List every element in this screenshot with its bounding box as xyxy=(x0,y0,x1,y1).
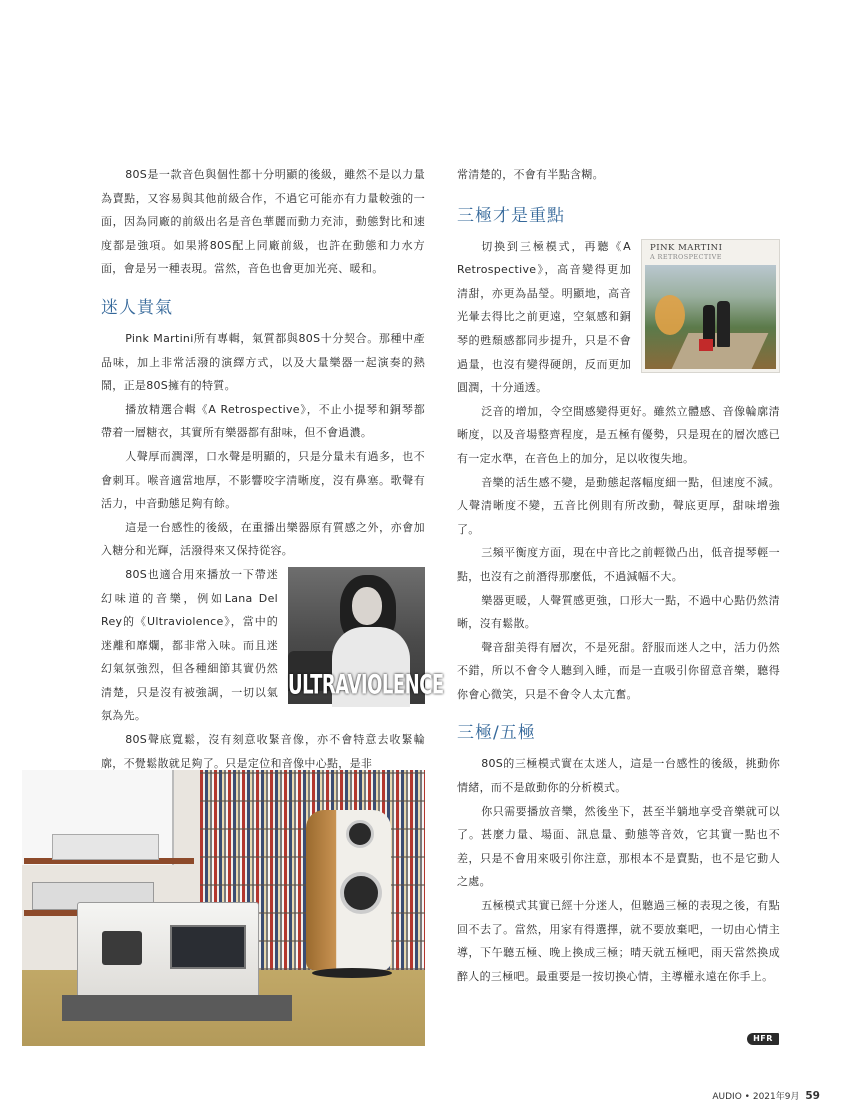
left-column xyxy=(101,163,444,775)
body-paragraph: 80S聲底寬鬆，沒有刻意收緊音像，亦不會特意去收緊輪廓，不覺鬆散就足夠了。只是定位和音像中心點，是非 xyxy=(101,733,425,770)
issue-date: 2021年9月 xyxy=(752,1092,800,1102)
page-number: 59 xyxy=(805,1090,820,1102)
body-paragraph: 聲音甜美得有層次，不是死甜。舒服而迷人之中，活力仍然不錯，所以不會令人聽到入睡，而是一直吸引你留意音樂，聽得你會心微笑，只是不會令人太亢奮。 xyxy=(457,640,780,701)
listening-room-photo xyxy=(22,770,425,1046)
body-paragraph: 樂器更暖，人聲質感更強，口形大一點，不過中心點仍然清晰，沒有鬆散。 xyxy=(457,593,780,631)
body-paragraph: 人聲厚而潤澤，口水聲是明顯的，只是分量未有過多，也不會刺耳。喉音適當地厚，不影響咬字清晰度，沒有鼻塞。歌聲有活力，中音動態足夠有餘。 xyxy=(101,449,425,511)
body-paragraph: 80S是一款音色與個性都十分明顯的後級，雖然不是以力量為賣點，又容易與其他前級合作，不過它可能亦有力量較強的一面，因為同廠的前級出名是音色華麗而動力充沛，動態對比和速度都是強項。如果將80S配上同廠前級，也許在動態和力水方面，會是另一種表現。當然，音色也會更加光亮、暖和。 xyxy=(101,168,425,276)
ultraviolence-album-cover xyxy=(288,567,444,704)
body-paragraph: 播放精選合輯《A Retrospective》，不止小提琴和銅琴都帶着一層糖衣，其實所有樂器都有甜味，但不會過濃。 xyxy=(101,402,425,440)
right-column xyxy=(457,163,780,988)
body-paragraph: 音樂的活生感不變，是動態起落幅度細一點，但速度不減。人聲清晰度不變，五音比例則有所改動，聲底更厚，甜味增強了。 xyxy=(457,475,780,536)
body-paragraph: 常清楚的，不會有半點含糊。 xyxy=(457,168,604,181)
section-heading-triode: 三極才是重點 xyxy=(457,205,565,226)
loudspeaker xyxy=(306,810,391,970)
body-paragraph: 三頻平衡度方面，現在中音比之前輕微凸出，低音提琴輕一點，也沒有之前潛得那麼低，不過減幅不大。 xyxy=(457,546,780,583)
page-footer xyxy=(712,1089,820,1102)
body-paragraph: 80S也適合用來播放一下帶迷幻味道的音樂，例如Lana Del Rey的《Ultraviolence》，當中的迷離和靡爛，都非常入味。而且迷幻氣氛強烈，但各種細節其實仍然清楚，只是沒有被強調，一切以氣氛為先。 xyxy=(101,567,278,723)
body-paragraph: 五極模式其實已經十分迷人，但聽過三極的表現之後，有點回不去了。當然，用家有得選擇，就不要放棄吧，一切由心情主導，下午聽五極、晚上換成三極；晴天就五極吧，雨天當然換成醉人的三極吧。最重要是一按切換心情，主導權永遠在你手上。 xyxy=(457,899,780,983)
album-cover-title: ULTRAVIOLENCE xyxy=(288,669,444,702)
section-heading-charm: 迷人貴氣 xyxy=(101,297,173,318)
section-heading-triode-pentode: 三極/五極 xyxy=(457,723,536,744)
equipment-unit xyxy=(52,834,159,860)
footer-bullet: • xyxy=(744,1092,750,1102)
body-paragraph: 切換到三極模式，再聽《A Retrospective》，高音變得更加清甜，亦更為晶瑩。明顯地，高音光暈去得比之前更遠，空氣感和銅琴的甦頹感都同步提升，只是不會過量，也沒有變得硬朗，反而更加圓潤，十分通透。 xyxy=(457,239,631,395)
album-cover-album: A RETROSPECTIVE xyxy=(650,252,722,261)
body-paragraph: 80S的三極模式實在太迷人，這是一台感性的後級，挑動你情緒，而不是啟動你的分析模式。 xyxy=(457,757,780,795)
body-paragraph: 泛音的增加，令空間感變得更好。雖然立體感、音像輪廓清晰度，以及音場整齊程度，是五極有優勢，只是現在的層次感已有一定水準，在音色上的加分，足以收復失地。 xyxy=(457,404,780,465)
pink-martini-album-cover xyxy=(641,239,780,373)
hfr-badge: HFR xyxy=(747,1033,779,1045)
body-paragraph: 你只需要播放音樂，然後坐下，甚至半躺地享受音樂就可以了。甚麼力量、場面、訊息量、動態等音效，它其實一點也不差，只是不會用來吸引你注意，那根本不是賣點，也不是它動人之處。 xyxy=(457,804,780,889)
body-paragraph: 這是一台感性的後級，在重播出樂器原有質感之外，亦會加入糖分和光輝，活潑得來又保持從容。 xyxy=(101,520,425,558)
magazine-name: AUDIO xyxy=(712,1092,742,1102)
face-shape xyxy=(352,587,382,625)
power-amplifier xyxy=(77,902,259,999)
album-cover-band: PINK MARTINI xyxy=(650,242,723,253)
park-scene xyxy=(645,265,776,369)
body-paragraph: Pink Martini所有專輯，氣質都與80S十分契合。那種中產品味，加上非常活潑的演繹方式，以及大量樂器一起演奏的熱鬧，正是80S擁有的特質。 xyxy=(101,331,425,393)
